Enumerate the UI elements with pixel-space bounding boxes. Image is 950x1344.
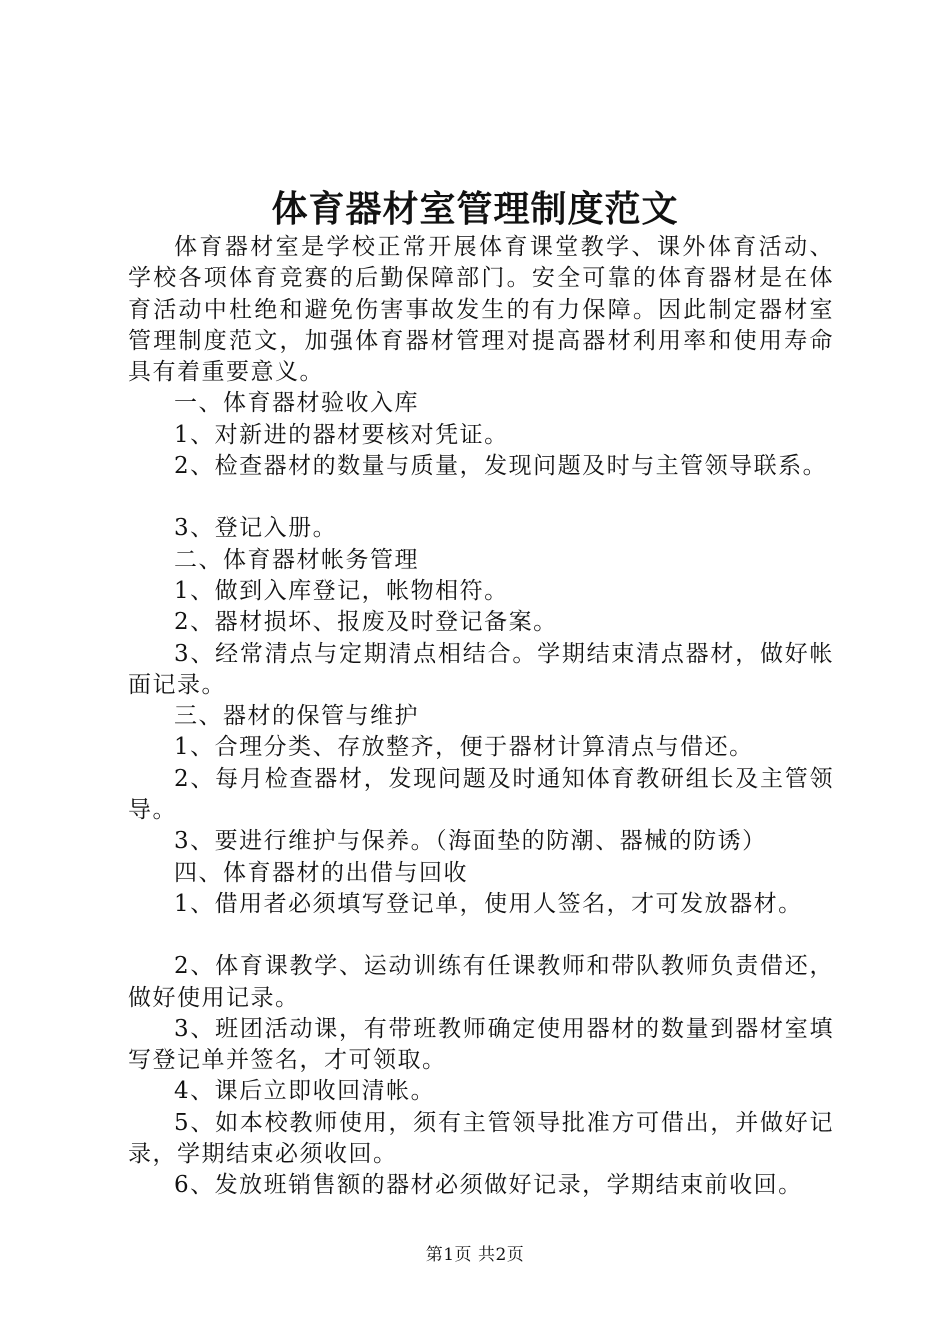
section-heading-3: 三、器材的保管与维护 <box>174 703 419 730</box>
list-item: 2、体育课教学、运动训练有任课教师和带队教师负责借还，做好使用记录。 <box>128 953 834 1011</box>
list-item: 2、器材损坏、报废及时登记备案。 <box>174 609 558 636</box>
document-title: 体育器材室管理制度范文 <box>271 188 679 230</box>
list-item: 3、要进行维护与保养。（海面垫的防潮、器械的防诱） <box>174 828 767 855</box>
list-item: 4、课后立即收回清帐。 <box>174 1078 436 1105</box>
section-heading-1: 一、体育器材验收入库 <box>174 390 419 417</box>
list-item: 3、经常清点与定期清点相结合。学期结束清点器材，做好帐面记录。 <box>128 640 834 698</box>
list-item: 5、如本校教师使用，须有主管领导批准方可借出，并做好记录，学期结束必须收回。 <box>128 1109 834 1168</box>
list-item: 1、做到入库登记，帐物相符。 <box>174 577 509 604</box>
page-footer: 第1页 共2页 <box>425 1245 525 1265</box>
intro-paragraph: 体育器材室是学校正常开展体育课堂教学、课外体育活动、学校各项体育竞赛的后勤保障部门。安全可靠的体育器材是在体育活动中杜绝和避免伤害事故发生的有力保障。因此制定器材室管理制度范文，加强体育器材管理对提高器材利用率和使用寿命具有着重要意义。 <box>128 234 834 386</box>
list-item: 1、对新进的器材要核对凭证。 <box>174 421 509 448</box>
list-item: 3、班团活动课，有带班教师确定使用器材的数量到器材室填写登记单并签名，才可领取。 <box>128 1015 834 1074</box>
list-item: 2、每月检查器材，发现问题及时通知体育教研组长及主管领导。 <box>128 765 834 824</box>
list-item: 1、借用者必须填写登记单，使用人签名，才可发放器材。 <box>174 890 803 917</box>
document-body <box>128 232 834 1202</box>
list-item: 3、登记入册。 <box>174 515 338 542</box>
list-item: 2、检查器材的数量与质量，发现问题及时与主管领导联系。 <box>174 453 828 480</box>
section-heading-2: 二、体育器材帐务管理 <box>174 546 419 573</box>
section-heading-4: 四、体育器材的出借与回收 <box>174 859 468 886</box>
list-item: 6、发放班销售额的器材必须做好记录，学期结束前收回。 <box>174 1172 803 1199</box>
list-item: 1、合理分类、存放整齐，便于器材计算清点与借还。 <box>174 734 754 761</box>
